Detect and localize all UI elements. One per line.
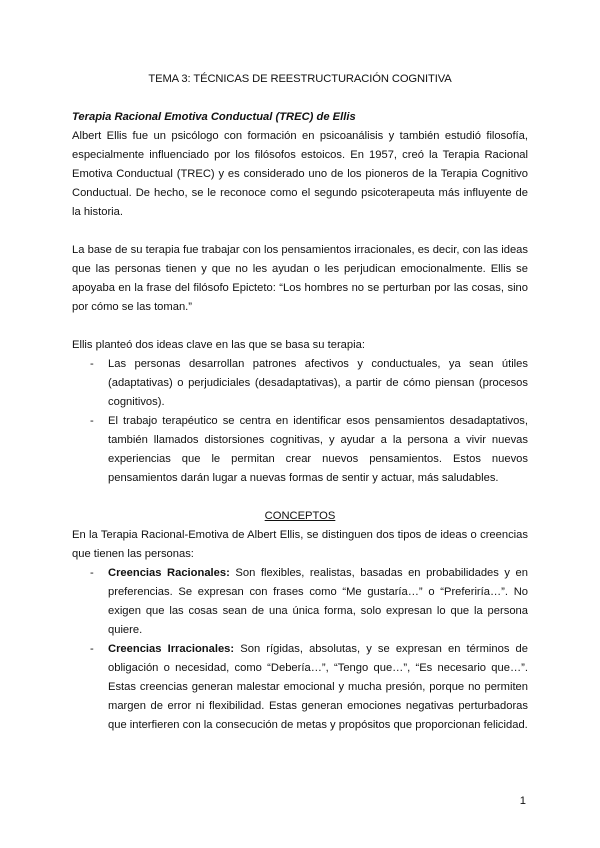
paragraph-gap — [72, 317, 528, 336]
list-item-text: Son rígidas, absolutas, y se expresan en términos de obligación o necesidad, como “Debería…”, “Tengo que…”, “Es necesario que…”. Estas creencias generan malestar emocional y mucha presión, porque no permiten margen de error ni flexibilidad. Estas generan emociones negativas perturbadoras que interfieren con la consecución de metas y propósitos que proporcionan felicidad. — [108, 643, 528, 731]
page-number: 1 — [519, 795, 526, 807]
paragraph-ellis-intro: Albert Ellis fue un psicólogo con formación en psicoanálisis y también estudió filosofía, especialmente influenciado por los filósofos estoicos. En 1957, creó la Terapia Racional Emotiva Conductual (TREC) y es considerado uno de los pioneros de la Terapia Cognitivo Conductual. De hecho, se le reconoce como el segundo psicoterapeuta más influyente de la historia. — [72, 130, 528, 218]
list-item — [72, 640, 528, 735]
paragraph-key-ideas-intro: Ellis planteó dos ideas clave en las que se basa su terapia: — [72, 339, 365, 351]
section-heading-trec: Terapia Racional Emotiva Conductual (TREC) de Ellis — [72, 111, 356, 123]
dash-bullet: - — [90, 358, 94, 370]
paragraph-gap — [72, 488, 528, 507]
list-item — [72, 412, 528, 488]
dash-bullet: - — [90, 643, 94, 655]
list-item-text: El trabajo terapéutico se centra en identificar esos pensamientos desadaptativos, también llamados distorsiones cognitivas, y ayudar a la persona a vivir nuevas experiencias que le permitan crear nuevos pensamientos. Estos nuevos pensamientos darán lugar a nuevas formas de sentir y actuar, más saludables. — [108, 415, 528, 484]
term-irrational-beliefs: Creencias Irracionales: — [108, 643, 235, 655]
term-rational-beliefs: Creencias Racionales: — [108, 567, 230, 579]
list-item-text: Las personas desarrollan patrones afectivos y conductuales, ya sean útiles (adaptativas) o perjudiciales (desadaptativas), a partir de cómo piensan (procesos cognitivos). — [108, 358, 528, 408]
paragraph-gap — [72, 222, 528, 241]
beliefs-list — [72, 564, 528, 735]
document-title: TEMA 3: TÉCNICAS DE REESTRUCTURACIÓN COGNITIVA — [148, 73, 452, 85]
dash-bullet: - — [90, 415, 94, 427]
list-item-text: Son flexibles, realistas, basadas en probabilidades y en preferencias. Se expresan con frases como “Me gustaría…” o “Preferiría…”. No exigen que las cosas sean de una única forma, solo expresan lo que la persona quiere. — [108, 567, 528, 636]
list-item — [72, 355, 528, 412]
section-heading-conceptos: CONCEPTOS — [264, 510, 336, 522]
key-ideas-list — [72, 355, 528, 488]
paragraph-conceptos-intro: En la Terapia Racional-Emotiva de Albert Ellis, se distinguen dos tipos de ideas o creencias que tienen las personas: — [72, 529, 528, 560]
dash-bullet: - — [90, 567, 94, 579]
page-content — [72, 70, 528, 735]
list-item — [72, 564, 528, 640]
paragraph-therapy-basis: La base de su terapia fue trabajar con los pensamientos irracionales, es decir, con las ideas que las personas tienen y que no les ayudan o les perjudican emocionalmente. Ellis se apoyaba en la frase del filósofo Epicteto: “Los hombres no se perturban por las cosas, sino por cómo se las toman.” — [72, 244, 528, 313]
